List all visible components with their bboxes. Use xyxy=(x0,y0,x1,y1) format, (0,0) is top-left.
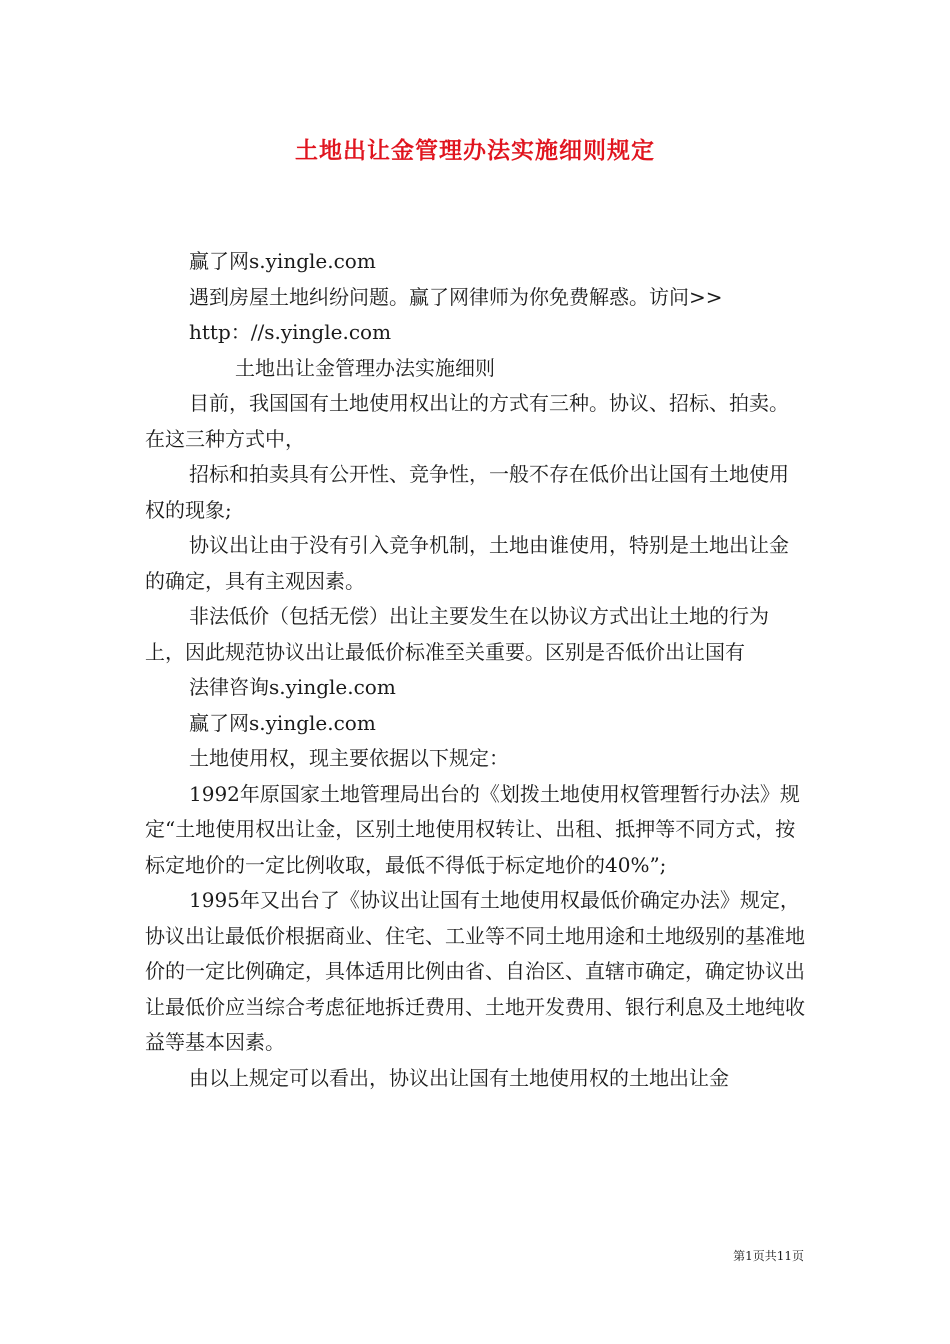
paragraph-subtitle: 土地出让金管理办法实施细则 xyxy=(235,355,495,380)
paragraph-transfer-methods: 目前，我国国有土地使用权出让的方式有三种。协议、招标、拍卖。在这三种方式中， xyxy=(145,391,789,451)
paragraph-bidding-auction: 招标和拍卖具有公开性、竞争性，一般不存在低价出让国有土地使用权的现象; xyxy=(145,462,789,522)
paragraph-promo: 遇到房屋土地纠纷问题。赢了网律师为你免费解惑。访问>> xyxy=(189,284,723,309)
paragraph-conclusion: 由以上规定可以看出，协议出让国有土地使用权的土地出让金 xyxy=(189,1065,729,1090)
paragraph-agreement-transfer: 协议出让由于没有引入竞争机制，土地由谁使用，特别是土地出让金的确定，具有主观因素。 xyxy=(145,533,789,593)
paragraph-site-name-2: 赢了网s.yingle.com xyxy=(189,710,376,735)
paragraph-basis-intro: 土地使用权，现主要依据以下规定： xyxy=(189,746,509,770)
document-body xyxy=(145,244,808,1096)
paragraph-site-name: 赢了网s.yingle.com xyxy=(189,249,376,273)
document-title: 土地出让金管理办法实施细则规定 xyxy=(295,137,655,164)
paragraph-site-url: http：//s.yingle.com xyxy=(189,320,392,344)
paragraph-legal-consult: 法律咨询s.yingle.com xyxy=(189,675,396,699)
page-number: 第1页共11页 xyxy=(733,1249,804,1263)
paragraph-1992-rule: 1992年原国家土地管理局出台的《划拨土地使用权管理暂行办法》规定“土地使用权出让金，区别土地使用权转让、出租、抵押等不同方式，按标定地价的一定比例收取，最低不得低于标定地价的40%”; xyxy=(145,781,800,877)
paragraph-1995-rule: 1995年又出台了《协议出让国有土地使用权最低价确定办法》规定，协议出让最低价根据商业、住宅、工业等不同土地用途和土地级别的基准地价的一定比例确定，具体适用比例由省、自治区、直辖市确定，确定协议出让最低价应当综合考虑征地拆迁费用、土地开发费用、银行利息及土地纯收益等基本因素。 xyxy=(145,888,805,1054)
paragraph-illegal-low-price: 非法低价（包括无偿）出让主要发生在以协议方式出让土地的行为上，因此规范协议出让最低价标准至关重要。区别是否低价出让国有 xyxy=(145,604,769,664)
